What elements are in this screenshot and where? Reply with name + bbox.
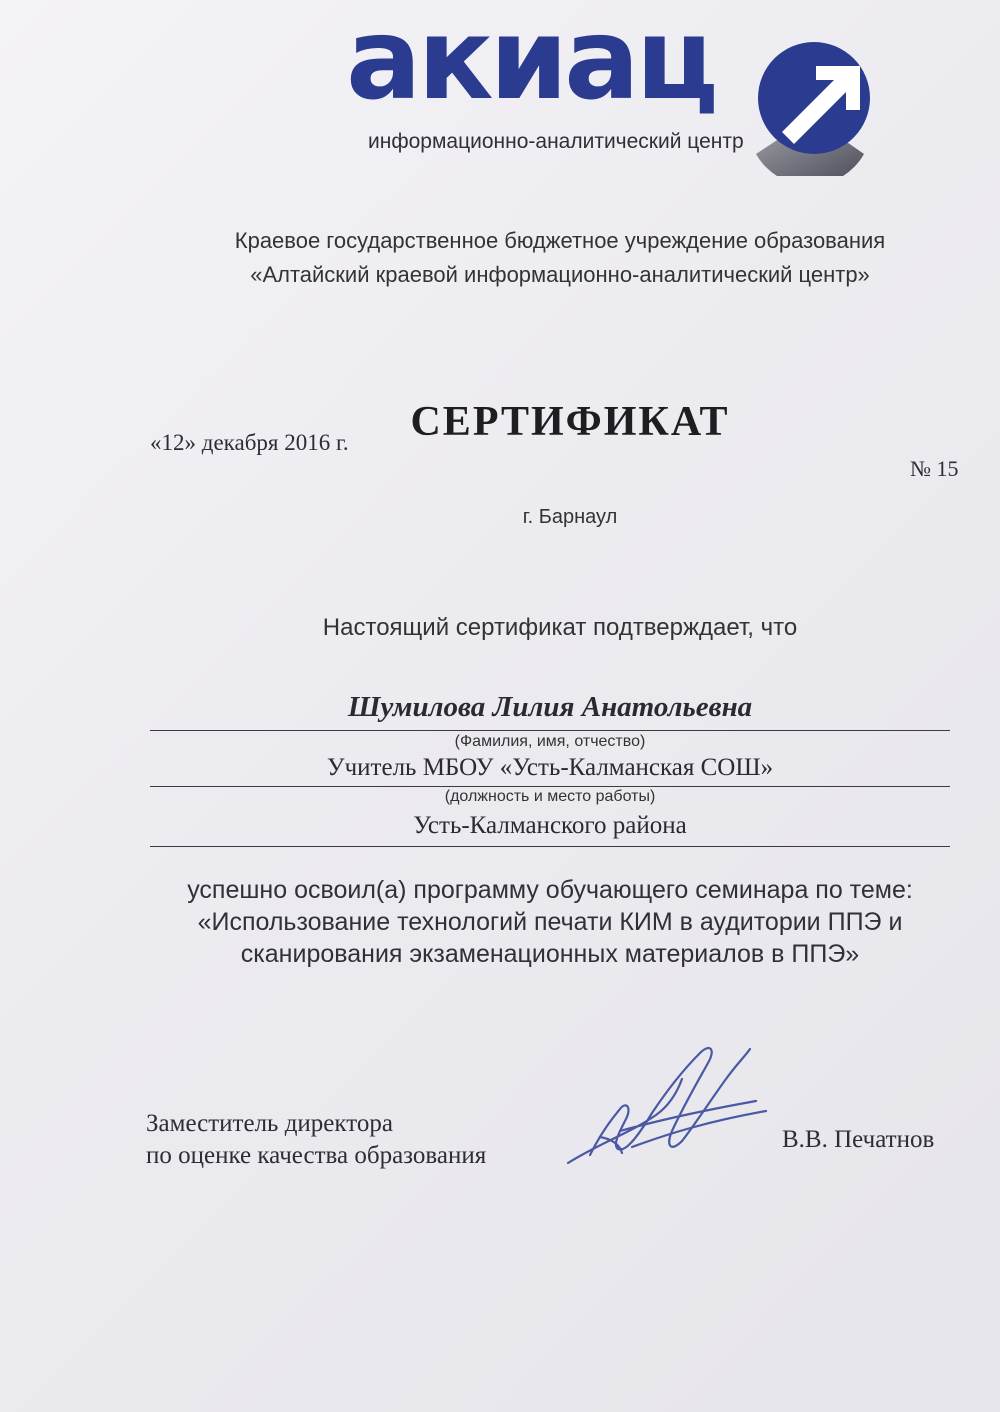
district-underline (150, 846, 950, 847)
program-line-1: успешно освоил(а) программу обучающего семинара по теме: (187, 876, 913, 904)
recipient-name: Шумилова Лилия Анатольевна (347, 691, 753, 723)
signer-role-line-1: Заместитель директора (146, 1110, 393, 1137)
position-underline (150, 786, 950, 787)
certificate-number: № 15 (910, 456, 959, 481)
signer-role-line-2: по оценке качества образования (146, 1142, 487, 1169)
confirm-text: Настоящий сертификат подтверждает, что (322, 614, 798, 641)
certificate-city: г. Барнаул (522, 506, 618, 528)
position-caption: (должность и место работы) (444, 788, 656, 805)
handwritten-signature (560, 1035, 770, 1175)
name-caption: (Фамилия, имя, отчество) (454, 733, 646, 750)
arrow-circle-icon (736, 36, 886, 176)
program-line-2: «Использование технологий печати КИМ в аудитории ППЭ и (197, 908, 903, 936)
signer-name: В.В. Печатнов (782, 1126, 935, 1153)
organization-line-1: Краевое государственное бюджетное учреждение образования (234, 228, 886, 253)
certificate-title: СЕРТИФИКАТ (410, 399, 730, 445)
logo-word: акиац (346, 0, 715, 125)
certificate-date: «12» декабря 2016 г. (150, 430, 349, 455)
organization-line-2: «Алтайский краевой информационно-аналитический центр» (250, 262, 870, 287)
recipient-district: Усть-Калманского района (413, 812, 687, 839)
recipient-position: Учитель МБОУ «Усть-Калманская СОШ» (326, 754, 774, 781)
logo-subtitle: информационно-аналитический центр (368, 130, 744, 153)
name-underline (150, 730, 950, 731)
program-line-3: сканирования экзаменационных материалов в ППЭ» (240, 940, 860, 968)
akiac-logo (330, 0, 890, 168)
